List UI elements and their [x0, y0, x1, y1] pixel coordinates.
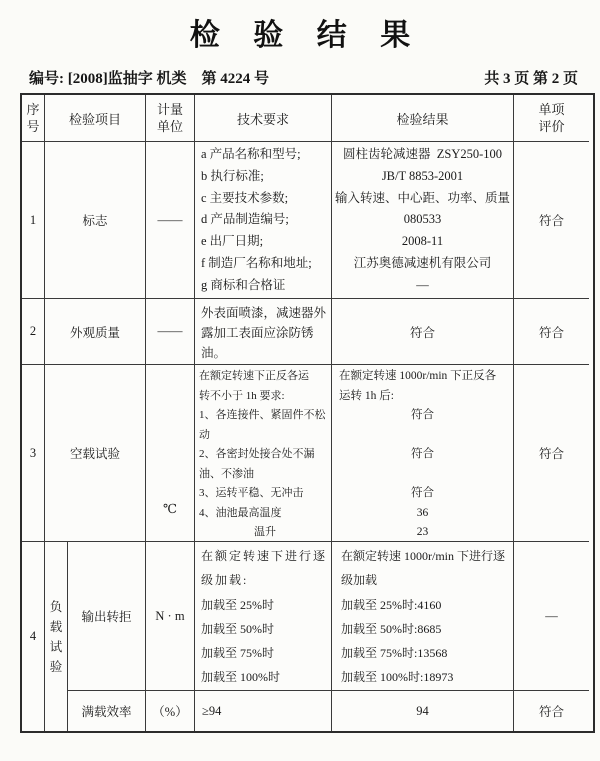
- row4-torque-item: 输出转拒: [68, 542, 146, 691]
- row1-result: 圆柱齿轮减速器 ZSY250-100 JB/T 8853-2001 输入转速、中心距、功率、质量 080533 2008-11 江苏奥德减速机有限公司 —: [332, 142, 514, 299]
- header-unit: 计量 单位: [146, 95, 195, 142]
- row4-efficiency-item: 满载效率: [68, 691, 146, 731]
- row4-torque-evaluation: —: [514, 542, 589, 691]
- row3-item: 空载试验: [45, 365, 146, 542]
- row4-torque-result: 在额定转速 1000r/min 下进行逐 级加载 加载至 25%时:4160 加载至 50%时:8685 加载至 75%时:13568 加载至 100%时:18973: [332, 542, 514, 691]
- row4-efficiency-result: 94: [332, 691, 514, 731]
- header-item-evaluation: 单项 评价: [514, 95, 589, 142]
- row2-evaluation: 符合: [514, 299, 589, 365]
- row1-requirement: a 产品名称和型号; b 执行标准; c 主要技术参数; d 产品制造编号; e 出厂日期; f 制造厂名称和地址; g 商标和合格证: [195, 142, 332, 299]
- row2-unit: ——: [146, 299, 195, 365]
- row1-unit: ——: [146, 142, 195, 299]
- row2-requirement: 外表面喷漆，减速器外 露加工表面应涂防锈 油。: [195, 299, 332, 365]
- header-serial-no: 序 号: [22, 95, 45, 142]
- row1-item: 标志: [45, 142, 146, 299]
- row3-evaluation: 符合: [514, 365, 589, 542]
- row4-efficiency-evaluation: 符合: [538, 705, 564, 719]
- doc-header-line: [29, 67, 578, 88]
- page-title: 检 验 结 果: [189, 19, 424, 52]
- row3-serial-no: 3: [22, 365, 45, 542]
- row1-serial-no: 1: [22, 142, 45, 299]
- header-technical-requirement: 技术要求: [195, 95, 332, 142]
- header-inspection-result: 检验结果: [332, 95, 514, 142]
- row3-unit: ℃: [146, 365, 195, 542]
- row1-evaluation: 符合: [514, 142, 589, 299]
- doc-number: 编号: [2008]监抽字 机类 第 4224 号: [29, 71, 269, 87]
- inspection-table: [20, 93, 595, 733]
- row4-group-label-load-test: 负 载 试 验: [45, 542, 68, 731]
- row2-serial-no: 2: [22, 299, 45, 365]
- row3-requirement: 在额定转速下正反各运 转不小于 1h 要求: 1、各连接件、紧固件不松 动 2、各密封处接合处不漏 油、不渗油 3、运转平稳、无冲击 4、油池最高温度 温升: [195, 365, 332, 542]
- header-inspection-item: 检验项目: [45, 95, 146, 142]
- row4-efficiency-unit: （%）: [146, 691, 195, 731]
- row4-serial-no: 4: [22, 542, 45, 731]
- row4-efficiency-requirement: ≥94: [195, 691, 332, 731]
- row2-result: 符合: [332, 299, 514, 365]
- row4-torque-requirement: 在额定转速下进行逐 级加载: 加载至 25%时 加载至 50%时 加载至 75%时 加载至 100%时: [195, 542, 332, 691]
- page-indicator: 共 3 页 第 2 页: [484, 71, 578, 87]
- row2-item: 外观质量: [45, 299, 146, 365]
- row3-result: 在额定转速 1000r/min 下正反各 运转 1h 后: 符合 符合 符合 36 23: [332, 365, 514, 542]
- row4-torque-unit: N · m: [146, 542, 195, 691]
